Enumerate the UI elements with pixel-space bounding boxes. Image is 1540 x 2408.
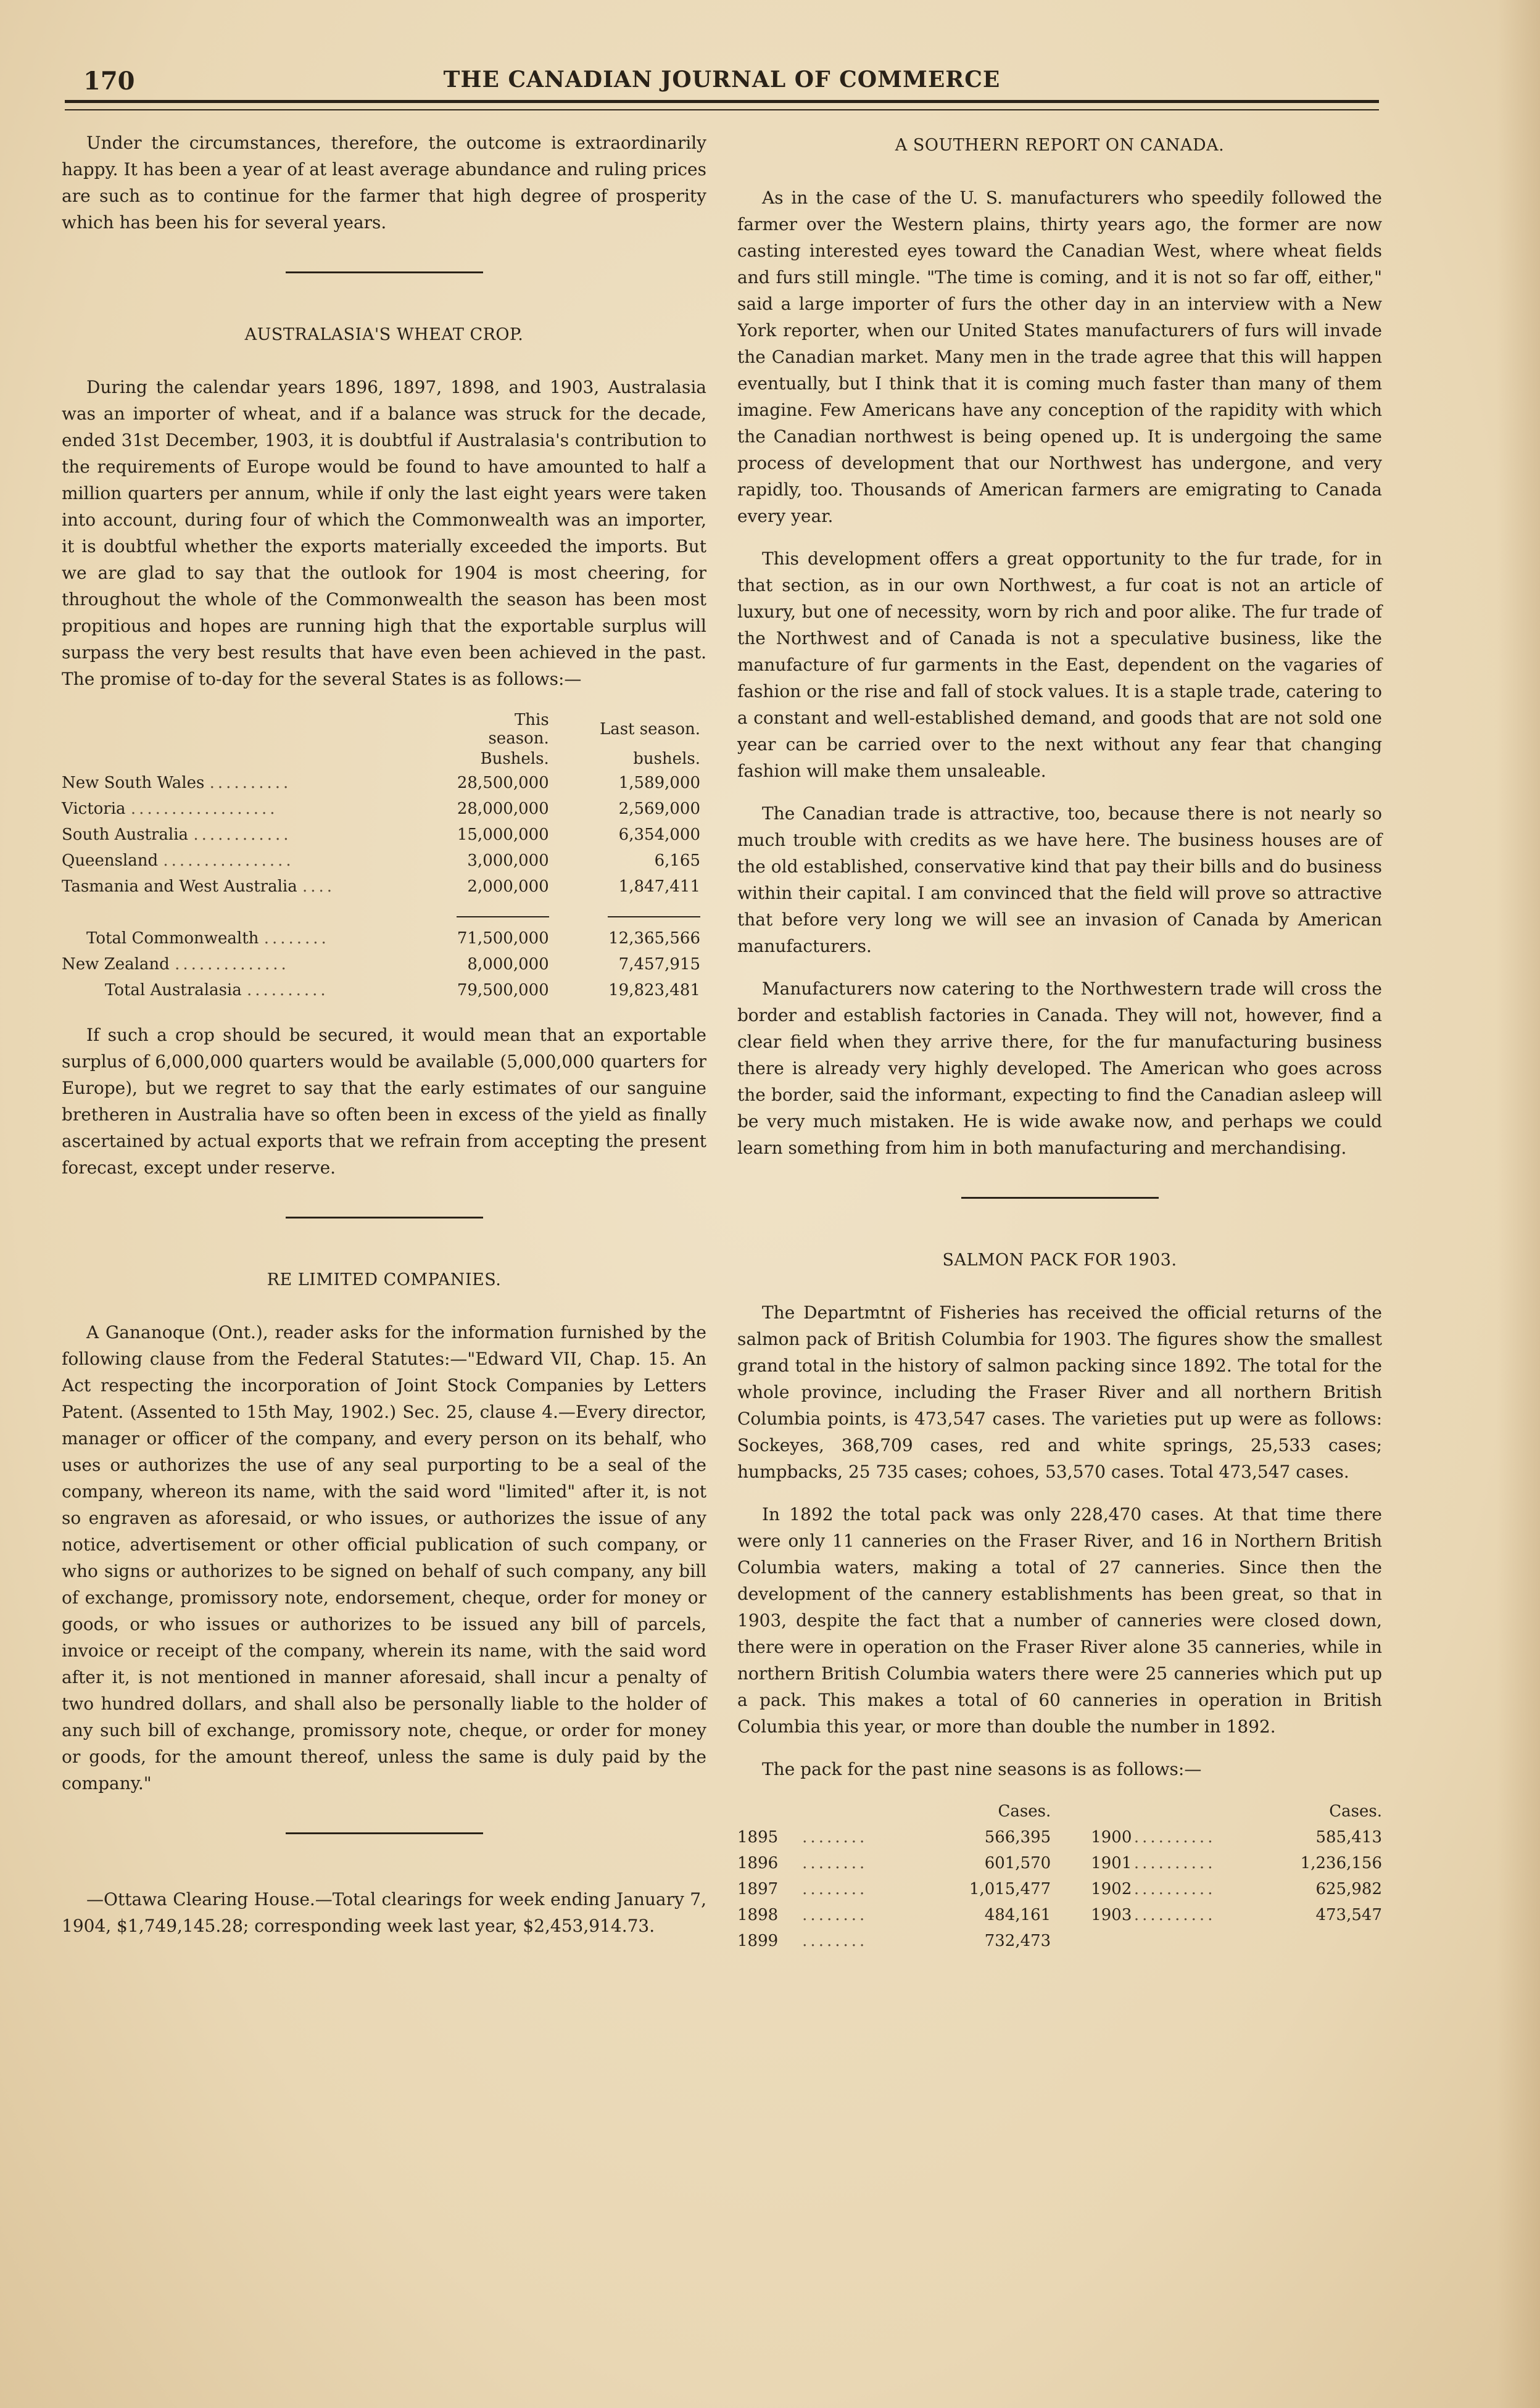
southern-paragraph-4: Manufacturers now catering to the Northwestern trade will cross the border and establish factories in Canada. They will not, however, find a clear field when they arrive there, for the fur manufacturing business there is already very highly developed. The American who goes across the border, said the informant, expecting to find the Canadian asleep will be very much mistaken. He is wide awake now, and perhaps we could learn something from him in both manufacturing and merchandising. (737, 979, 1382, 1158)
cases-cell: 566,395 (984, 1828, 1051, 1847)
cases-header: Cases. (998, 1802, 1051, 1821)
sum-rule (62, 900, 706, 925)
wheat-table-header (62, 711, 706, 748)
southern-paragraph-3: The Canadian trade is attractive, too, because there is not nearly so much trouble with credits as we have here. The business houses are of the old established, conservative kind that pay their bills and do business within their capital. I am convinced that the field will prove so attractive that before very long we will see an invasion of Canada by American manufacturers. (737, 803, 1382, 956)
wheat-col2-unit: bushels. (633, 750, 700, 768)
salmon-paragraph-1: The Departmtnt of Fisheries has received the official returns of the salmon pack of British Columbia for 1903. The figures show the smallest grand total in the history of salmon packing since 1892. The total for the whole province, including the Fraser River and all northern British Columbia points, is 473,547 cases. The varieties put up were as follows: Sockeyes, 368,709 cases, red and white springs, 25,533 cases; humpbacks, 25 735 cases; cohoes, 53,570 cases. Total 473,547 cases. (737, 1302, 1382, 1482)
page-header (65, 62, 1379, 105)
limited-section-title: RE LIMITED COMPANIES. (267, 1270, 502, 1289)
table-row: 1898 ........ 484,161 1903 .......... 473,547 (737, 1902, 1382, 1928)
salmon-paragraph-3: The pack for the past nine seasons is as follows:— (762, 1759, 1202, 1779)
table-row: Total Australasia .......... 79,500,000 19,823,481 (62, 977, 706, 1003)
last-season-value: 12,365,566 (608, 929, 700, 948)
cases-cell: 601,570 (984, 1854, 1051, 1872)
year-cell: 1895 (737, 1828, 779, 1847)
salmon-table (737, 1798, 1382, 1954)
wheat-col1-unit: Bushels. (480, 750, 549, 768)
section-divider (286, 1832, 483, 1834)
row-label: Victoria (62, 800, 126, 818)
cases-cell: 1,015,477 (969, 1880, 1051, 1898)
section-divider (286, 1217, 483, 1218)
cases-cell: 585,413 (1315, 1828, 1382, 1847)
this-season-value: 79,500,000 (457, 981, 549, 999)
wheat-table (62, 711, 706, 1003)
southern-paragraph-1: As in the case of the U. S. manufacturers who speedily followed the farmer over the Western plains, thirty years ago, the former are now casting interested eyes toward the Canadian West, where wheat fields and furs still mingle. "The time is coming, and it is not so far off, either," said a large importer of furs the other day in an interview with a New York reporter, when our United States manufacturers of furs will invade the Canadian market. Many men in the trade agree that this will happen eventually, but I think that it is coming much faster than many of them imagine. Few Americans have any conception of the rapidity with which the Canadian northwest is being opened up. It is undergoing the same process of development that our Northwest has undergone, and very rapidly, too. Thousands of American farmers are emigrating to Canada every year. (737, 188, 1382, 526)
this-season-value: 3,000,000 (467, 851, 549, 870)
salmon-table-header (737, 1798, 1382, 1824)
cases-cell: 625,982 (1315, 1880, 1382, 1898)
row-label: Queensland (62, 851, 159, 870)
salmon-section-title: SALMON PACK FOR 1903. (942, 1251, 1177, 1270)
this-season-value: 2,000,000 (467, 877, 549, 896)
wheat-section-title: AUSTRALASIA'S WHEAT CROP. (244, 325, 524, 344)
wheat-table-units (62, 748, 706, 770)
year-cell: 1903 (1091, 1906, 1132, 1924)
table-row: 1899 ........ 732,473 (737, 1928, 1382, 1954)
intro-paragraph: Under the circumstances, therefore, the outcome is extraordinarily happy. It has been a year of at least average abundance and ruling prices are such as to continue for the farmer that high degree of prosperity which has been his for several years. (62, 133, 706, 233)
wheat-col2-header: Last season. (599, 720, 700, 739)
limited-paragraph: A Gananoque (Ont.), reader asks for the information furnished by the following clause from the Federal Statutes:—"Edward VII, Chap. 15. An Act respecting the incorporation of Joint Stock Companies by Letters Patent. (Assented to 15th May, 1902.) Sec. 25, clause 4.—Every director, manager or officer of the company, and every person on its behalf, who uses or authorizes the use of any seal purporting to be a seal of the company, whereon its name, with the said word "limited" after it, is not so engraven as aforesaid, or who issues, or authorizes the issue of any notice, advertisement or other official publication of such company, or who signs or authorizes to be signed on behalf of such company, any bill of exchange, promissory note, endorsement, cheque, order for money or goods, or who issues or authorizes to be issued any bill of parcels, invoice or receipt of the company, wherein its name, with the said word after it, is not mentioned in manner aforesaid, shall incur a penalty of two hundred dollars, and shall also be personally liable to the holder of any such bill of exchange, promissory note, cheque, or order for money or goods, for the amount thereof, unless the same is duly paid by the company." (62, 1322, 706, 1794)
row-label: New Zealand (62, 955, 170, 974)
section-divider (286, 271, 483, 273)
page-number: 170 (83, 67, 135, 96)
last-season-value: 6,165 (654, 851, 700, 870)
row-label: South Australia (62, 825, 189, 844)
year-cell: 1897 (737, 1880, 779, 1898)
salmon-paragraph-2: In 1892 the total pack was only 228,470 cases. At that time there were only 11 canneries on the Fraser River, and 16 in Northern British Columbia waters, making a total of 27 canneries. Since then the development of the cannery establishments has been great, so that in 1903, despite the fact that a number of canneries were closed down, there were in operation on the Fraser River alone 35 canneries, while in northern British Columbia waters there were 25 canneries which put up a pack. This makes a total of 60 canneries in operation in British Columbia this year, or more than double the number in 1892. (737, 1504, 1382, 1737)
table-row: South Australia ............ 15,000,000 6,354,000 (62, 822, 706, 848)
table-row: 1897 ........ 1,015,477 1902 .......... 625,982 (737, 1876, 1382, 1902)
row-label: Total Commonwealth (86, 929, 259, 948)
wheat-paragraph: During the calendar years 1896, 1897, 1898, and 1903, Australasia was an importer of wheat, and if a balance was struck for the decade, ended 31st December, 1903, it is doubtful if Australasia's contribution to the requirements of Europe would be found to have amounted to half a million quarters per annum, while if only the last eight years were taken into account, during four of which the Commonwealth was an importer, it is doubtful whether the exports materially exceeded the imports. But we are glad to say that the outlook for 1904 is most cheering, for throughout the whole of the Commonwealth the season has been most propitious and hopes are running high that the exportable surplus will surpass the very best results that have even been achieved in the past. The promise of to-day for the several States is as follows:— (62, 377, 706, 689)
row-label: Tasmania and West Australia (62, 877, 297, 896)
row-label: New South Wales (62, 774, 205, 792)
table-row: Queensland ................ 3,000,000 6,165 (62, 848, 706, 874)
year-cell: 1898 (737, 1906, 779, 1924)
year-cell: 1901 (1091, 1854, 1132, 1872)
cases-cell: 732,473 (984, 1932, 1051, 1950)
row-label: Total Australasia (105, 981, 242, 999)
last-season-value: 2,569,000 (618, 800, 700, 818)
page-edge-shadow (1497, 0, 1540, 2408)
right-column (737, 130, 1382, 1954)
table-row: 1896 ........ 601,570 1901 .......... 1,236,156 (737, 1850, 1382, 1876)
header-rule (65, 100, 1379, 110)
left-column (62, 130, 706, 1955)
table-row: Total Commonwealth ........ 71,500,000 12,365,566 (62, 925, 706, 951)
wheat-col1-header: This season. (488, 711, 549, 748)
cases-header: Cases. (1329, 1802, 1382, 1821)
cases-cell: 1,236,156 (1300, 1854, 1382, 1872)
year-cell: 1896 (737, 1854, 779, 1872)
ottawa-clearing-paragraph: —Ottawa Clearing House.—Total clearings for week ending January 7, 1904, $1,749,145.28; corresponding week last year, $2,453,914.73. (62, 1889, 706, 1936)
section-divider (961, 1197, 1159, 1199)
this-season-value: 8,000,000 (467, 955, 549, 974)
journal-title: THE CANADIAN JOURNAL OF COMMERCE (443, 67, 1001, 93)
last-season-value: 1,847,411 (618, 877, 700, 896)
southern-section-title: A SOUTHERN REPORT ON CANADA. (895, 136, 1225, 155)
last-season-value: 6,354,000 (618, 825, 700, 844)
this-season-value: 71,500,000 (457, 929, 549, 948)
year-cell: 1902 (1091, 1880, 1132, 1898)
this-season-value: 15,000,000 (457, 825, 549, 844)
year-cell: 1899 (737, 1932, 779, 1950)
last-season-value: 7,457,915 (618, 955, 700, 974)
table-row: New Zealand .............. 8,000,000 7,457,915 (62, 951, 706, 977)
cases-cell: 473,547 (1315, 1906, 1382, 1924)
table-row: New South Wales .......... 28,500,000 1,589,000 (62, 770, 706, 796)
southern-paragraph-2: This development offers a great opportunity to the fur trade, for in that section, as in our own Northwest, a fur coat is not an article of luxury, but one of necessity, worn by rich and poor alike. The fur trade of the Northwest and of Canada is not a speculative business, like the manufacture of fur garments in the East, dependent on the vagaries of fashion or the rise and fall of stock values. It is a staple trade, catering to a constant and well-established demand, and goods that are not sold one year can be carried over to the next without any fear that changing fashion will make them unsaleable. (737, 548, 1382, 781)
year-cell: 1900 (1091, 1828, 1132, 1847)
last-season-value: 1,589,000 (618, 774, 700, 792)
table-row: Tasmania and West Australia .... 2,000,000 1,847,411 (62, 874, 706, 900)
table-row: Victoria .................. 28,000,000 2,569,000 (62, 796, 706, 822)
cases-cell: 484,161 (984, 1906, 1051, 1924)
this-season-value: 28,500,000 (457, 774, 549, 792)
table-row: 1895 ........ 566,395 1900 .......... 585,413 (737, 1824, 1382, 1850)
last-season-value: 19,823,481 (608, 981, 700, 999)
this-season-value: 28,000,000 (457, 800, 549, 818)
wheat-after-paragraph: If such a crop should be secured, it would mean that an exportable surplus of 6,000,000 quarters would be available (5,000,000 quarters for Europe), but we regret to say that the early estimates of our sanguine bretheren in Australia have so often been in excess of the yield as finally ascertained by actual exports that we refrain from accepting the present forecast, except under reserve. (62, 1025, 706, 1178)
